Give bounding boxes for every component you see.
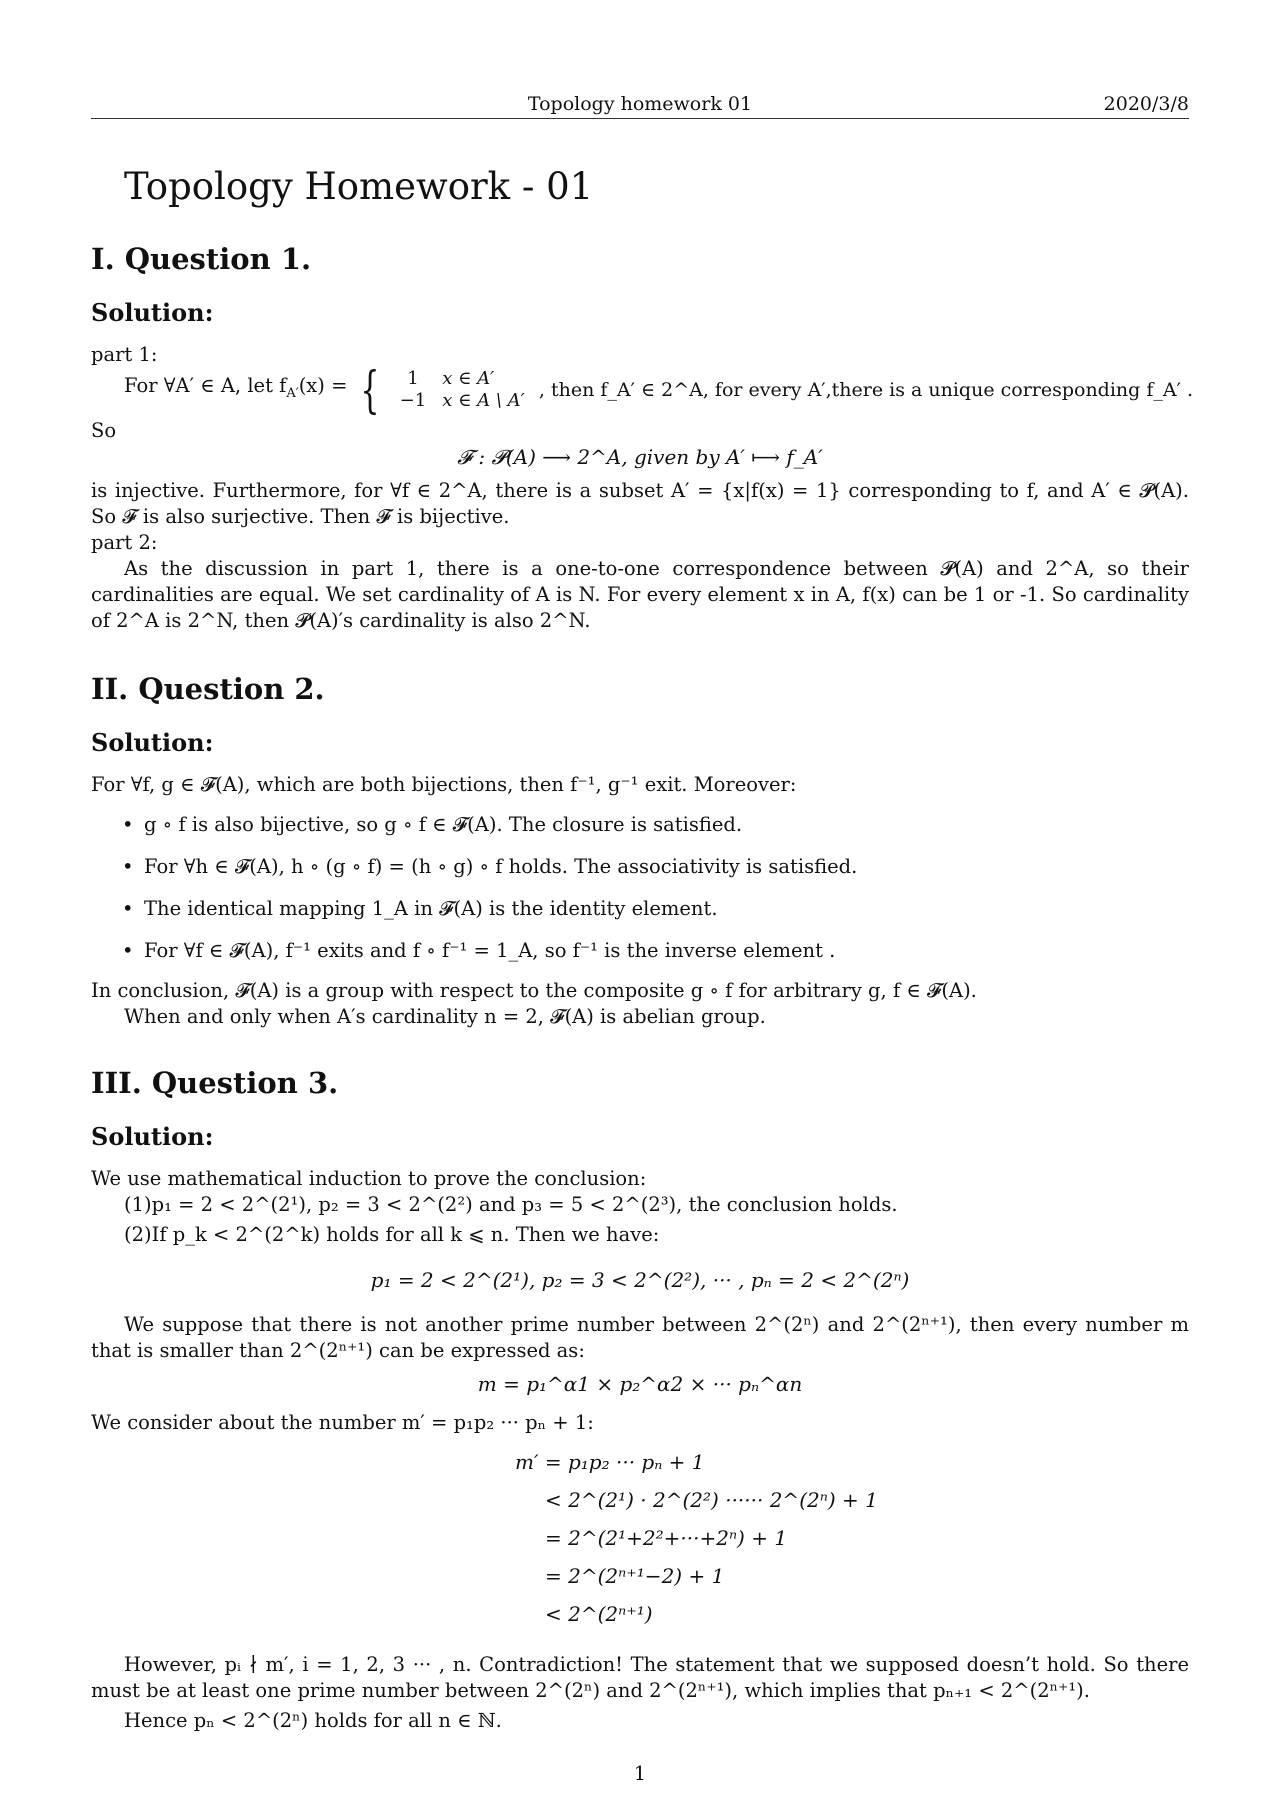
part2-paragraph: As the discussion in part 1, there is a one-to-one correspondence between 𝓟(A) and 2^A, so their cardinalities are equal. We set cardinality of A is N. For every element x in A, f(x) can be 1 or -1. So cardinality of 2^A is 2^N, then 𝓟(A)′s cardinality is also 2^N. — [91, 557, 1189, 632]
q3-consider: We consider about the number m′ = p₁p₂ ··· pₙ + 1: — [91, 1411, 594, 1434]
piecewise-cases — [392, 368, 533, 412]
chain-line: < 2^(2ⁿ⁺¹) — [545, 1602, 653, 1626]
def-prefix: For ∀A′ ∈ A, let f — [124, 374, 287, 398]
header-date: 2020/3/8 — [1103, 93, 1189, 115]
case2-value: −1 — [399, 390, 427, 411]
running-header — [91, 88, 1189, 119]
def-sub: A′ — [286, 385, 299, 401]
def-suffix: , then f_A′ ∈ 2^A, for every A′,there is a unique corresponding f_A′ . — [538, 379, 1194, 401]
injective-paragraph: is injective. Furthermore, for ∀f ∈ 2^A, there is a subset A′ = {x|f(x) = 1} corresponding to f, and A′ ∈ 𝓟(A). So 𝓕 is also surjective. Then 𝓕 is bijective. — [91, 479, 1189, 528]
induction-step-1: (1)p₁ = 2 < 2^(2¹), p₂ = 3 < 2^(2²) and p₃ = 5 < 2^(2³), the conclusion holds. — [124, 1193, 898, 1216]
case1-condition: x ∈ A′ — [442, 368, 495, 389]
def-mid: (x) = — [298, 374, 348, 398]
chain-line: = 2^(2ⁿ⁺¹−2) + 1 — [545, 1564, 725, 1588]
page-number: 1 — [633, 1762, 647, 1785]
solution-label-q3: Solution: — [91, 1122, 214, 1151]
solution-label-q1: Solution: — [91, 298, 214, 327]
induction-step-2: (2)If p_k < 2^(2^k) holds for all k ⩽ n. Then we have: — [124, 1223, 660, 1246]
q3-contradiction: However, pᵢ ∤ m′, i = 1, 2, 3 ··· , n. Contradiction! The statement that we supposed doesn’t hold. So there must be at least one prime number between 2^(2ⁿ) and 2^(2ⁿ⁺¹), which implies that pₙ₊₁ < 2^(2ⁿ⁺¹). — [91, 1653, 1189, 1702]
q3-hence: Hence pₙ < 2^(2ⁿ) holds for all n ∈ ℕ. — [124, 1709, 502, 1732]
case2-condition: x ∈ A \ A′ — [442, 390, 525, 411]
section-heading-q1: I. Question 1. — [91, 242, 312, 276]
list-item: • The identical mapping 1_A in 𝓕(A) is the identity element. — [116, 896, 1189, 938]
list-item: • For ∀f ∈ 𝓕(A), f⁻¹ exits and f ∘ f⁻¹ = 1_A, so f⁻¹ is the inverse element . — [116, 938, 1189, 980]
header-title: Topology homework 01 — [527, 93, 753, 115]
factorization-equation: m = p₁^α1 × p₂^α2 × ··· pₙ^αn — [477, 1372, 803, 1396]
group-axioms-list — [116, 812, 1189, 980]
q2-abelian-note: When and only when A′s cardinality n = 2, 𝓕(A) is abelian group. — [124, 1005, 766, 1028]
map-equation: 𝓕 : 𝓟(A) ⟶ 2^A, given by A′ ⟼ f_A′ — [457, 445, 823, 469]
left-brace: { — [360, 361, 380, 419]
document-title: Topology Homework - 01 — [124, 165, 594, 208]
so-label: So — [91, 419, 117, 442]
solution-label-q2: Solution: — [91, 728, 214, 757]
q3-supposition: We suppose that there is not another prime number between 2^(2ⁿ) and 2^(2ⁿ⁺¹), then every number m that is smaller than 2^(2ⁿ⁺¹) can be expressed as: — [91, 1313, 1189, 1362]
chain-line: < 2^(2¹) · 2^(2²) ······ 2^(2ⁿ) + 1 — [545, 1488, 878, 1512]
chain-line: m′ = p₁p₂ ··· pₙ + 1 — [515, 1450, 705, 1474]
prime-bounds-equation: p₁ = 2 < 2^(2¹), p₂ = 3 < 2^(2²), ··· , pₙ = 2 < 2^(2ⁿ) — [370, 1268, 910, 1292]
part1-label: part 1: — [91, 343, 158, 366]
case1-value: 1 — [407, 368, 419, 389]
q3-intro: We use mathematical induction to prove the conclusion: — [91, 1167, 647, 1190]
section-heading-q2: II. Question 2. — [91, 672, 325, 706]
section-heading-q3: III. Question 3. — [91, 1066, 339, 1100]
list-item: • g ∘ f is also bijective, so g ∘ f ∈ 𝓕(A). The closure is satisfied. — [116, 812, 1189, 854]
definition-line — [124, 361, 1204, 419]
part2-label: part 2: — [91, 531, 158, 554]
list-item: • For ∀h ∈ 𝓕(A), h ∘ (g ∘ f) = (h ∘ g) ∘ f holds. The associativity is satisfied. — [116, 854, 1189, 896]
chain-line: = 2^(2¹+2²+···+2ⁿ) + 1 — [545, 1526, 788, 1550]
q2-conclusion: In conclusion, 𝓕(A) is a group with respect to the composite g ∘ f for arbitrary g, f ∈ 𝓕(A). — [91, 979, 977, 1002]
q2-intro: For ∀f, g ∈ 𝓕(A), which are both bijections, then f⁻¹, g⁻¹ exit. Moreover: — [91, 773, 797, 796]
